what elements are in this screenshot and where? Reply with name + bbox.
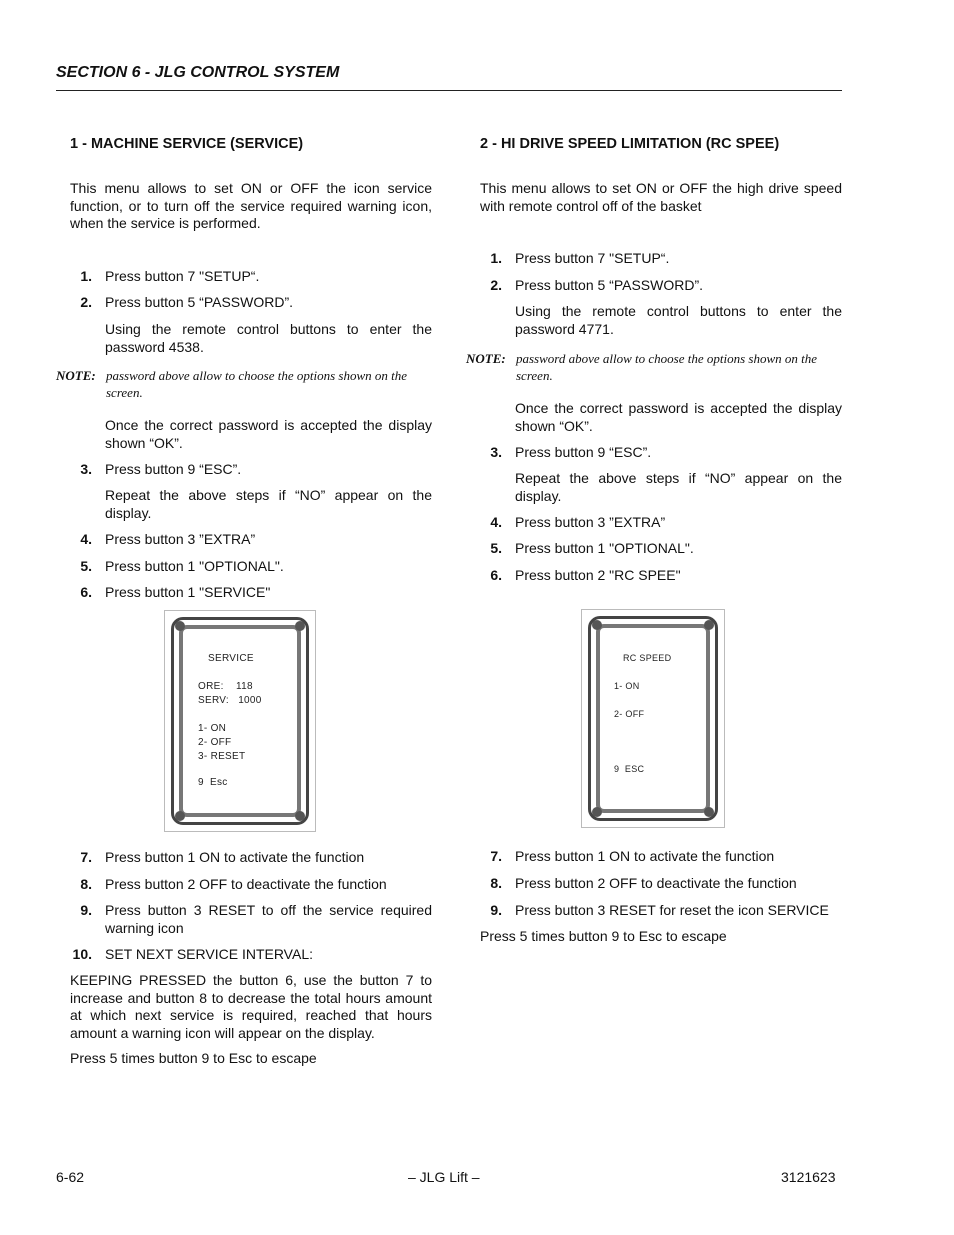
step-text: Press button 1 "OPTIONAL". <box>105 558 284 574</box>
left-password-text: Using the remote control buttons to enter the password 4538. <box>105 321 432 355</box>
left-heading: 1 - MACHINE SERVICE (SERVICE) <box>70 136 304 152</box>
step-number: 9. <box>80 902 92 918</box>
step-number: 10. <box>72 946 92 962</box>
step-text: Press button 3 RESET for reset the icon SERVICE <box>515 902 829 918</box>
step-text: Press button 5 “PASSWORD”. <box>105 294 294 310</box>
step-text: Press button 1 "SERVICE" <box>105 584 271 600</box>
note-text: password above allow to choose the options shown on the screen. <box>106 368 408 400</box>
page-number: 6-62 <box>56 1169 85 1185</box>
screen-option-on: 1- ON <box>614 681 640 691</box>
step-number: 3. <box>80 461 92 477</box>
step-number: 8. <box>490 875 502 891</box>
screw-icon <box>175 621 185 631</box>
step-number: 1. <box>490 250 502 266</box>
screw-icon <box>295 621 305 631</box>
step-text: Press button 7 "SETUP“. <box>515 250 670 266</box>
step-number: 2. <box>490 277 502 293</box>
right-escape-text: Press 5 times button 9 to Esc to escape <box>480 928 727 944</box>
step-number: 6. <box>80 584 92 600</box>
note-text: password above allow to choose the options shown on the screen. <box>516 351 818 383</box>
screen-ore: ORE: 118 <box>198 681 253 692</box>
step-text: Press button 1 ON to activate the function <box>515 848 775 864</box>
right-heading: 2 - HI DRIVE SPEED LIMITATION (RC SPEE) <box>480 136 780 152</box>
screen-option-off: 2- OFF <box>614 709 645 719</box>
step-number: 5. <box>80 558 92 574</box>
step-text: SET NEXT SERVICE INTERVAL: <box>105 946 313 962</box>
screen-option-off: 2- OFF <box>198 737 232 748</box>
screen-esc: 9 Esc <box>198 777 228 788</box>
step-number: 3. <box>490 444 502 460</box>
section-title: SECTION 6 - JLG CONTROL SYSTEM <box>56 64 340 81</box>
step-number: 8. <box>80 876 92 892</box>
note-label: NOTE: <box>56 368 96 383</box>
screw-icon <box>175 811 185 821</box>
step-number: 9. <box>490 902 502 918</box>
left-repeat-text: Repeat the above steps if “NO” appear on the display. <box>105 487 432 521</box>
step-text: Press button 9 “ESC”. <box>105 461 242 477</box>
step-text: Press button 3 ”EXTRA” <box>105 531 256 547</box>
screen-serv: SERV: 1000 <box>198 695 262 706</box>
rc-speed-display-screen <box>581 609 725 828</box>
left-ok-text: Once the correct password is accepted the display shown “OK”. <box>105 417 432 451</box>
step-text: Press button 2 OFF to deactivate the function <box>105 876 387 892</box>
service-display-screen <box>164 610 316 832</box>
left-intro: This menu allows to set ON or OFF the icon service function, or to turn off the service required warning icon, when the service is performed. <box>70 180 432 231</box>
screen-title: SERVICE <box>208 653 254 664</box>
footer-center: – JLG Lift – <box>408 1169 480 1185</box>
section-header <box>56 64 842 91</box>
step-text: Press button 3 RESET to off the service required warning icon <box>105 902 432 936</box>
step-number: 6. <box>490 567 502 583</box>
left-keeping-text: KEEPING PRESSED the button 6, use the button 7 to increase and button 8 to decrease the total hours amount at which next service is required, reached that hours amount a warning icon will appear on the display. <box>70 972 432 1041</box>
screw-icon <box>592 620 602 630</box>
step-number: 2. <box>80 294 92 310</box>
step-text: Press button 1 ON to activate the function <box>105 849 365 865</box>
screen-option-on: 1- ON <box>198 723 227 734</box>
screw-icon <box>704 807 714 817</box>
document-number: 3121623 <box>781 1169 836 1185</box>
step-text: Press button 9 “ESC”. <box>515 444 652 460</box>
step-number: 7. <box>490 848 502 864</box>
screw-icon <box>592 807 602 817</box>
step-number: 4. <box>490 514 502 530</box>
screw-icon <box>295 811 305 821</box>
right-intro: This menu allows to set ON or OFF the high drive speed with remote control off of the basket <box>480 180 842 214</box>
step-text: Press button 5 “PASSWORD”. <box>515 277 704 293</box>
step-text: Press button 3 ”EXTRA” <box>515 514 666 530</box>
step-text: Press button 7 "SETUP“. <box>105 268 260 284</box>
step-text: Press button 1 "OPTIONAL". <box>515 540 694 556</box>
step-number: 1. <box>80 268 92 284</box>
step-number: 4. <box>80 531 92 547</box>
step-text: Press button 2 OFF to deactivate the function <box>515 875 797 891</box>
screen-option-reset: 3- RESET <box>198 751 246 762</box>
right-ok-text: Once the correct password is accepted the display shown “OK”. <box>515 400 842 434</box>
right-repeat-text: Repeat the above steps if “NO” appear on the display. <box>515 470 842 504</box>
step-text: Press button 2 "RC SPEE" <box>515 567 681 583</box>
step-number: 5. <box>490 540 502 556</box>
screen-esc: 9 ESC <box>614 764 645 774</box>
step-number: 7. <box>80 849 92 865</box>
note-label: NOTE: <box>466 351 506 366</box>
screen-title: RC SPEED <box>623 653 672 663</box>
left-escape-text: Press 5 times button 9 to Esc to escape <box>70 1050 317 1066</box>
right-password-text: Using the remote control buttons to enter the password 4771. <box>515 303 842 337</box>
screw-icon <box>704 620 714 630</box>
